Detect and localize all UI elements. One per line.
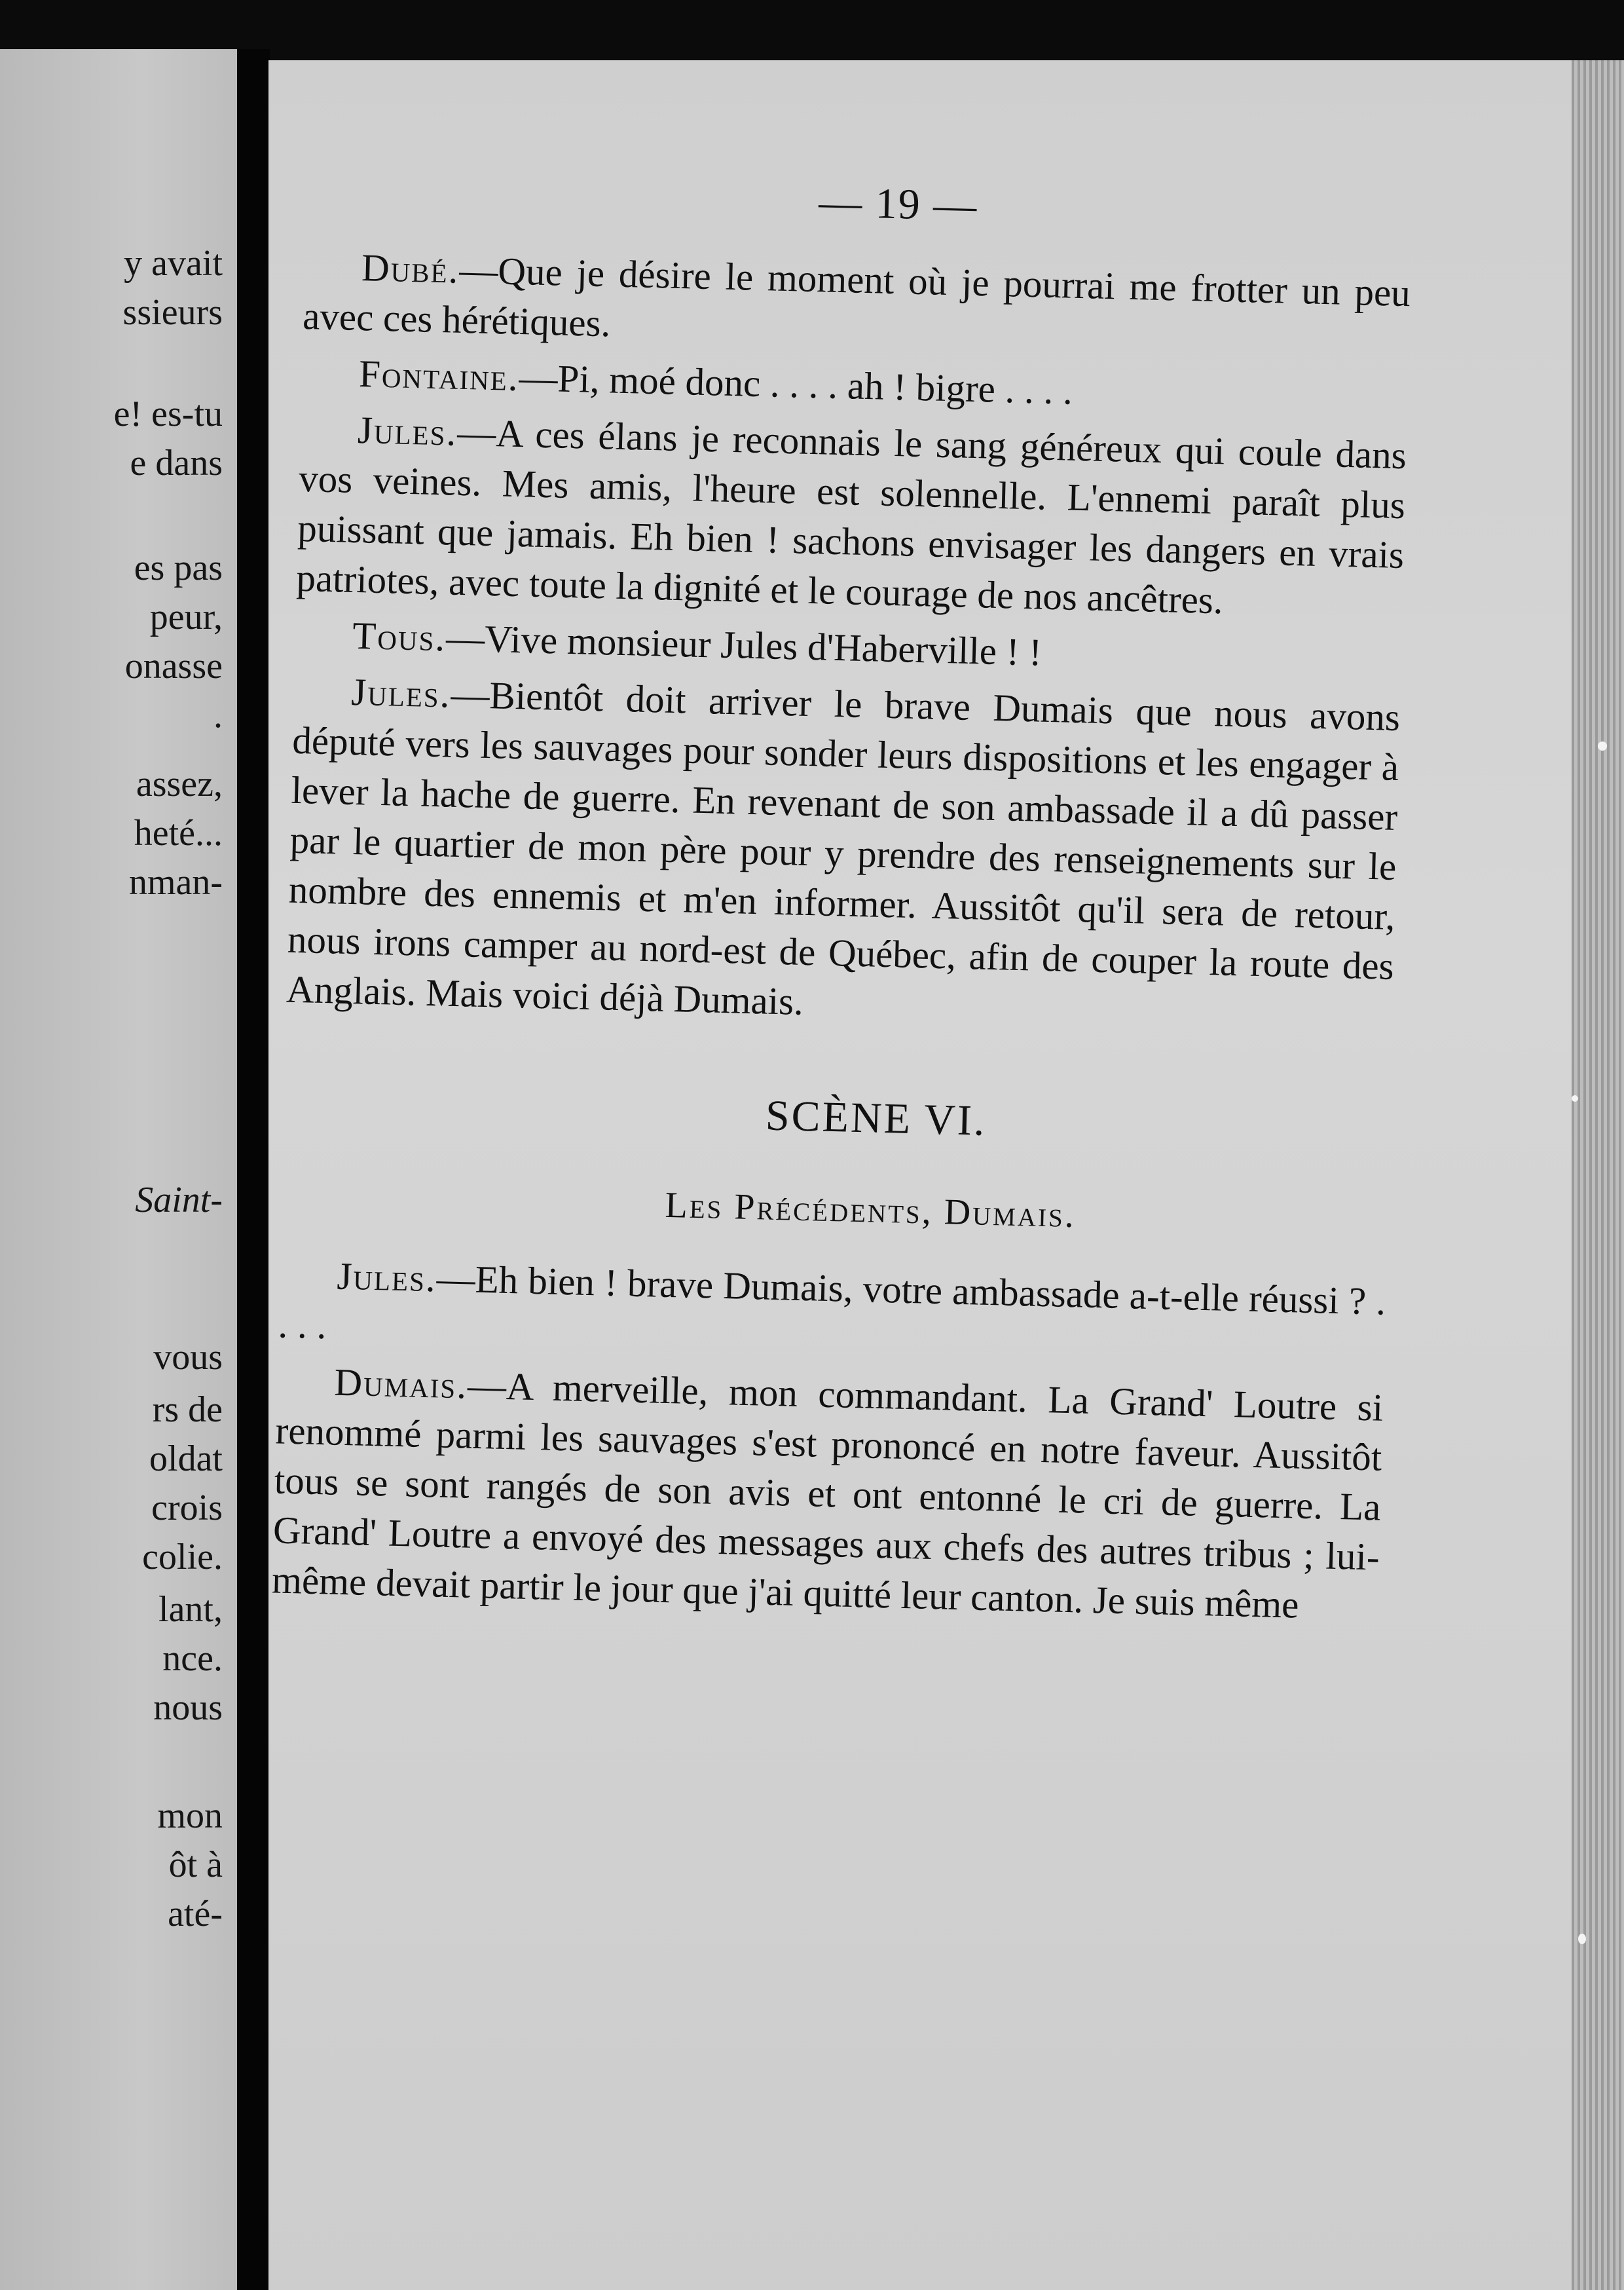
scene-cast: Les Précédents, Dumais. [664, 1184, 1077, 1236]
dialogue-text: —Bientôt doit arriver le brave Dumais que nous avons député vers les sauvages pour sonder leurs dispositions et les engager à lever la hache de guerre. En revenant de son ambassade il a dû passer par le quartier de mon père pour y prendre des renseignements sur le nombre des ennemis et m'en informer. Aussitôt qu'il sera de retour, nous irons camper au nord-est de Québec, afin de couper la route des Anglais. Mais voici déjà Dumais. [286, 672, 1401, 1023]
dialogue-text: —Eh bien ! brave Dumais, votre ambassade a-t-elle réussi ? . . . . [277, 1256, 1386, 1347]
speaker-name: Jules. [336, 1254, 437, 1300]
left-line: vous [153, 1337, 223, 1378]
left-line: y avait [124, 243, 223, 284]
page-text-block [271, 165, 1412, 1638]
left-line: ôt à [168, 1845, 223, 1885]
speaker-name: Dubé. [361, 246, 460, 291]
left-line: nous [153, 1687, 223, 1728]
speaker-name: Dumais. [333, 1360, 468, 1407]
left-line: assez, [136, 764, 223, 804]
dialogue-text: —A merveille, mon commandant. La Grand' Loutre si renommé parmi les sauvages s'est prononcé en notre faveur. Aussitôt tous se sont rangés de son avis et ont entonné le cri de guerre. La Grand' Loutre a envoyé des messages aux chefs des autres tribus ; lui-même devait partir le jour que j'ai quitté leur canton. Je suis même [271, 1363, 1384, 1626]
scene-title: SCÈNE VI. [765, 1091, 987, 1145]
speaker-name: Tous. [352, 613, 447, 660]
dialogue-paragraph [296, 404, 1407, 629]
left-line: . [213, 695, 223, 736]
left-line: ssieurs [122, 292, 223, 333]
left-line: oldat [149, 1438, 223, 1479]
speaker-name: Jules. [350, 669, 452, 716]
left-line: e dans [130, 443, 223, 483]
dialogue-paragraph [302, 241, 1411, 367]
dialogue-text: —Vive monsieur Jules d'Haberville ! ! [445, 616, 1043, 674]
dialogue-text: —Que je désire le moment où je pourrai me frotter un peu avec ces hérétiques. [302, 248, 1411, 345]
dust-speck [1572, 1095, 1578, 1102]
left-line: mon [157, 1795, 223, 1836]
dust-speck [1598, 741, 1607, 751]
left-line: nce. [162, 1638, 223, 1679]
left-line: heté... [134, 813, 223, 854]
page-edge-stack [1572, 60, 1624, 2290]
speaker-name: Jules. [357, 408, 458, 454]
dialogue-paragraph [286, 666, 1400, 1041]
left-page-fragment [0, 49, 237, 2290]
speaker-name: Fontaine. [358, 352, 520, 400]
dialogue-paragraph [271, 1355, 1384, 1631]
left-line: peur, [149, 597, 223, 637]
left-line: rs de [152, 1389, 223, 1430]
book-gutter [237, 49, 270, 2290]
dust-speck [1578, 1934, 1586, 1944]
left-line: es pas [134, 548, 223, 588]
left-line: lant, [158, 1589, 223, 1630]
left-line: nman- [128, 862, 223, 903]
dialogue-paragraph [278, 1250, 1386, 1376]
left-line: colie. [142, 1537, 223, 1577]
page-number: — 19 — [818, 178, 979, 231]
left-line: onasse [124, 646, 223, 686]
left-line: e! es-tu [113, 394, 223, 434]
dialogue-text: —A ces élans je reconnais le sang généreux qui coule dans vos veines. Mes amis, l'heure est solennelle. L'ennemi paraît plus puissant que jamais. Eh bien ! sachons envisager les dangers en vrais patriotes, avec toute la dignité et le courage de nos ancêtres. [295, 410, 1407, 622]
right-page [268, 60, 1624, 2290]
left-line: até- [168, 1894, 223, 1934]
dialogue-text: —Pi, moé donc . . . . ah ! bigre . . . . [518, 356, 1073, 413]
left-line: Saint- [135, 1180, 223, 1220]
left-line: crois [151, 1488, 223, 1528]
